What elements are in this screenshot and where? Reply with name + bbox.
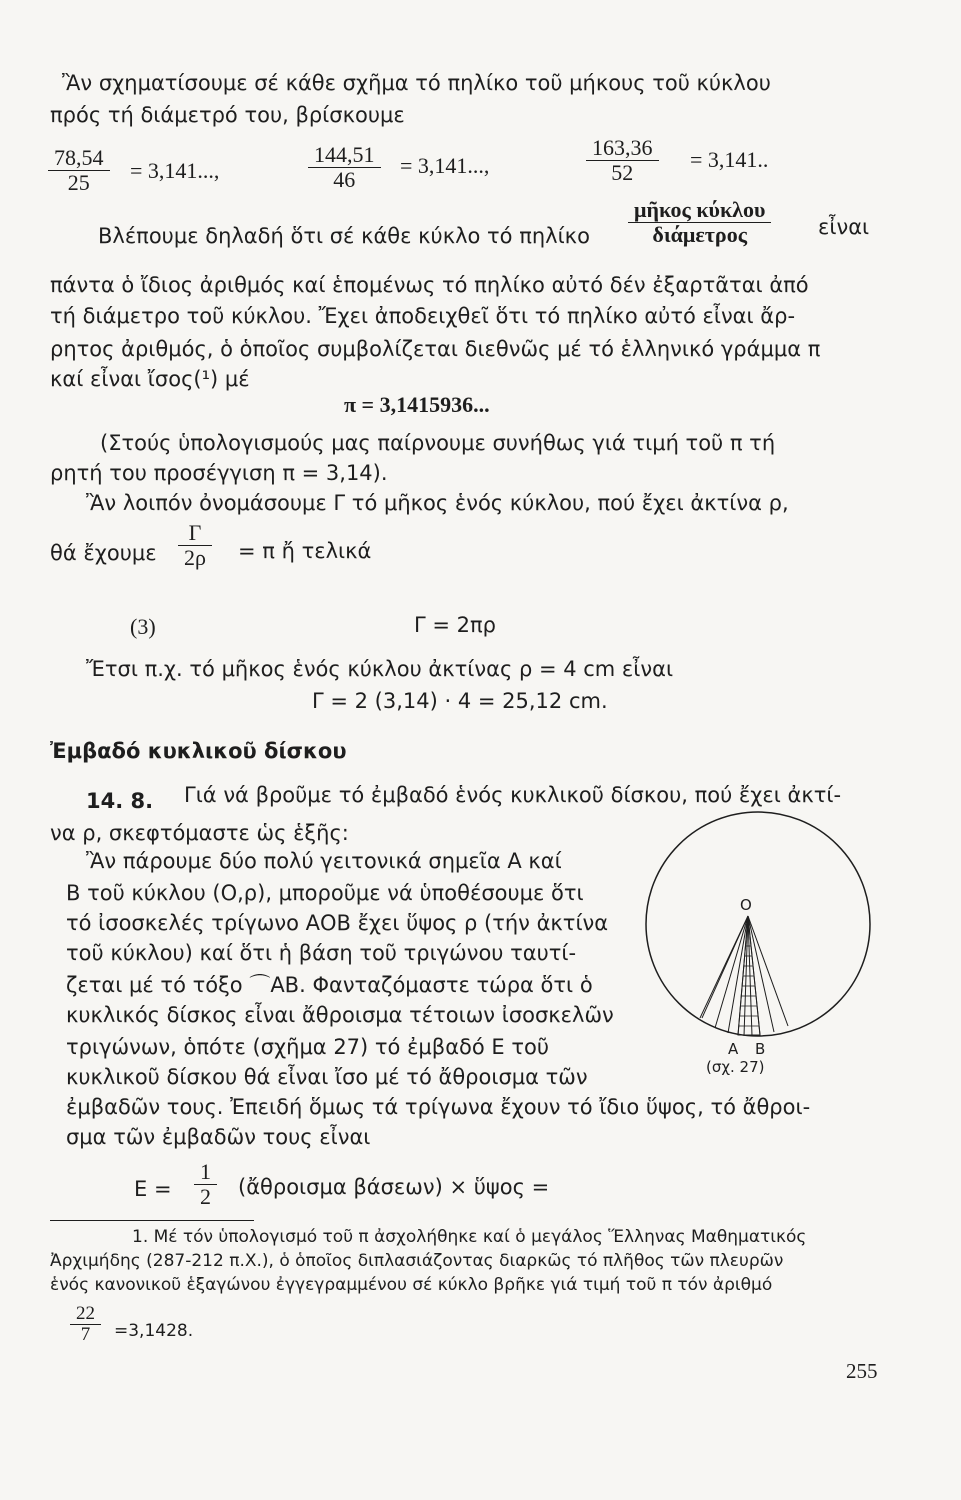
footnote-rule <box>50 1220 254 1221</box>
footnote-value: =3,1428. <box>114 1321 194 1341</box>
text-line: Ἂν λοιπόν ὀνομάσουμε Γ τό μῆκος ἑνός κύκλου, πού ἔχει ἀκτίνα ρ, <box>86 491 789 515</box>
circle-outline <box>646 812 870 1036</box>
text-line: πρός τή διάμετρό του, βρίσκουμε <box>50 103 405 127</box>
text-line: σμα τῶν ἐμβαδῶν τους εἶναι <box>66 1125 371 1149</box>
text-line: = π ἤ τελικά <box>238 539 372 563</box>
text-line: πάντα ὁ ἴδιος ἀριθμός καί ἑπομένως τό πηλίκο αὐτό δέν ἐξαρτᾶται ἀπό <box>50 273 809 297</box>
equation-lhs: Ε = <box>134 1177 172 1201</box>
text-line: Ἂν πάρουμε δύο πολύ γειτονικά σημεῖα Α καί <box>86 849 562 873</box>
section-heading: Ἐμβαδό κυκλικοῦ δίσκου <box>50 739 347 763</box>
text-line: θά ἔχουμε <box>50 541 157 565</box>
text-line: Βλέπουμε δηλαδή ὅτι σέ κάθε κύκλο τό πηλίκο <box>98 224 590 248</box>
text-line: τοῦ κύκλου) καί ὅτι ἡ βάση τοῦ τριγώνου ταυτί- <box>66 941 577 965</box>
figure-caption: (σχ. 27) <box>706 1058 765 1076</box>
text-line: Β τοῦ κύκλου (Ο,ρ), μποροῦμε νά ὑποθέσουμε ὅτι <box>66 881 584 905</box>
text-line: ἐμβαδῶν τους. Ἐπειδή ὅμως τά τρίγωνα ἔχουν τό ἴδιο ὕψος, τό ἄθροι- <box>66 1095 811 1119</box>
fraction-numerator: 163,36 <box>586 136 659 161</box>
radius-line <box>748 916 774 1032</box>
fraction-numerator: 1 <box>194 1160 217 1185</box>
label-O: Ο <box>740 896 752 914</box>
text-line: Ἔτσι π.χ. τό μῆκος ἑνός κύκλου ἀκτίνας ρ = 4 cm εἶναι <box>86 657 674 681</box>
text-line: Γ = 2 (3,14) · 4 = 25,12 cm. <box>312 689 608 713</box>
text-line: να ρ, σκεφτόμαστε ὡς ἑξῆς: <box>50 821 349 845</box>
fraction-denominator: 25 <box>67 170 90 195</box>
fraction <box>48 146 110 195</box>
text-line: Γιά νά βροῦμε τό ἐμβαδό ἑνός κυκλικοῦ δίσκου, πού ἔχει ἀκτί- <box>184 783 842 807</box>
pi-value: π = 3,1415936... <box>344 392 490 417</box>
equation: Γ = 2πρ <box>414 613 496 637</box>
text-line: Ἂν σχηματίσουμε σέ κάθε σχῆμα τό πηλίκο τοῦ μήκους τοῦ κύκλου <box>62 71 771 95</box>
half-fraction <box>194 1160 217 1209</box>
text-line: εἶναι <box>818 215 870 239</box>
fraction-numerator: 144,51 <box>308 143 381 168</box>
footnote-line: ἑνός κανονικοῦ ἑξαγώνου ἐγγεγραμμένου σέ κύκλο βρῆκε γιά τιμή τοῦ π τόν ἀριθμό <box>50 1275 773 1295</box>
label-B: Β <box>755 1040 766 1058</box>
fraction-denominator: διάμετρος <box>652 222 747 247</box>
text-line: κυκλικοῦ δίσκου θά εἶναι ἴσο μέ τό ἄθροισμα τῶν <box>66 1065 588 1089</box>
fraction-denominator: 2ρ <box>184 545 206 570</box>
fraction-value: = 3,141.. <box>690 147 769 172</box>
fraction-denominator: 2 <box>200 1184 211 1209</box>
text-line: τή διάμετρο τοῦ κύκλου. Ἔχει ἀποδειχθεῖ ὅτι τό πηλίκο αὐτό εἶναι ἄρ- <box>50 304 796 328</box>
figure-circle-diagram <box>640 806 880 1076</box>
equation-rhs: (ἄθροισμα βάσεων) × ὕψος = <box>238 1175 550 1199</box>
section-number: 14. 8. <box>86 789 154 813</box>
fraction-numerator: μῆκος κύκλου <box>628 198 771 223</box>
gamma-fraction <box>178 521 212 570</box>
fraction-denominator: 7 <box>80 1324 91 1345</box>
text-line: ζεται μέ τό τόξο ⌒ΑΒ. Φανταζόμαστε τώρα ὅτι ὁ <box>66 973 593 997</box>
text-line: τό ἰσοσκελές τρίγωνο ΑΟΒ ἔχει ὕψος ρ (τήν ἀκτίνα <box>66 911 609 935</box>
label-A: Α <box>728 1040 739 1058</box>
text-line: καί εἶναι ἴσος(¹) μέ <box>50 367 250 391</box>
footnote-line: Ἀρχιμήδης (287-212 π.Χ.), ὁ ὁποῖος διπλασιάζοντας διαρκῶς τό πλῆθος τῶν πλευρῶν <box>50 1251 784 1271</box>
fraction-denominator: 52 <box>611 160 634 185</box>
fraction-value: = 3,141..., <box>130 158 220 183</box>
fraction-numerator: 78,54 <box>48 146 110 171</box>
text-line: τριγώνων, ὁπότε (σχῆμα 27) τό ἐμβαδό Ε τοῦ <box>66 1035 549 1059</box>
text-line: ρητή του προσέγγιση π = 3,14). <box>50 461 388 485</box>
text-line: ρητος ἀριθμός, ὁ ὁποῖος συμβολίζεται διεθνῶς μέ τό ἑλληνικό γράμμα π <box>50 337 821 361</box>
fraction-numerator: Γ <box>178 521 212 546</box>
ratio-fraction <box>628 198 771 247</box>
text-line: (Στούς ὑπολογισμούς μας παίρνουμε συνήθως γιά τιμή τοῦ π τή <box>100 431 776 455</box>
fraction-denominator: 46 <box>333 167 356 192</box>
fraction <box>586 136 659 185</box>
footnote-fraction <box>70 1304 101 1345</box>
fraction <box>308 143 381 192</box>
fraction-numerator: 22 <box>70 1304 101 1325</box>
text-line: κυκλικός δίσκος εἶναι ἄθροισμα τέτοιων ἰσοσκελῶν <box>66 1003 614 1027</box>
equation-label: (3) <box>130 614 156 639</box>
page-number: 255 <box>846 1359 878 1383</box>
fraction-value: = 3,141..., <box>400 153 490 178</box>
footnote-line: 1. Μέ τόν ὑπολογισμό τοῦ π ἀσχολήθηκε καί ὁ μεγάλος Ἕλληνας Μαθηματικός <box>132 1227 807 1247</box>
